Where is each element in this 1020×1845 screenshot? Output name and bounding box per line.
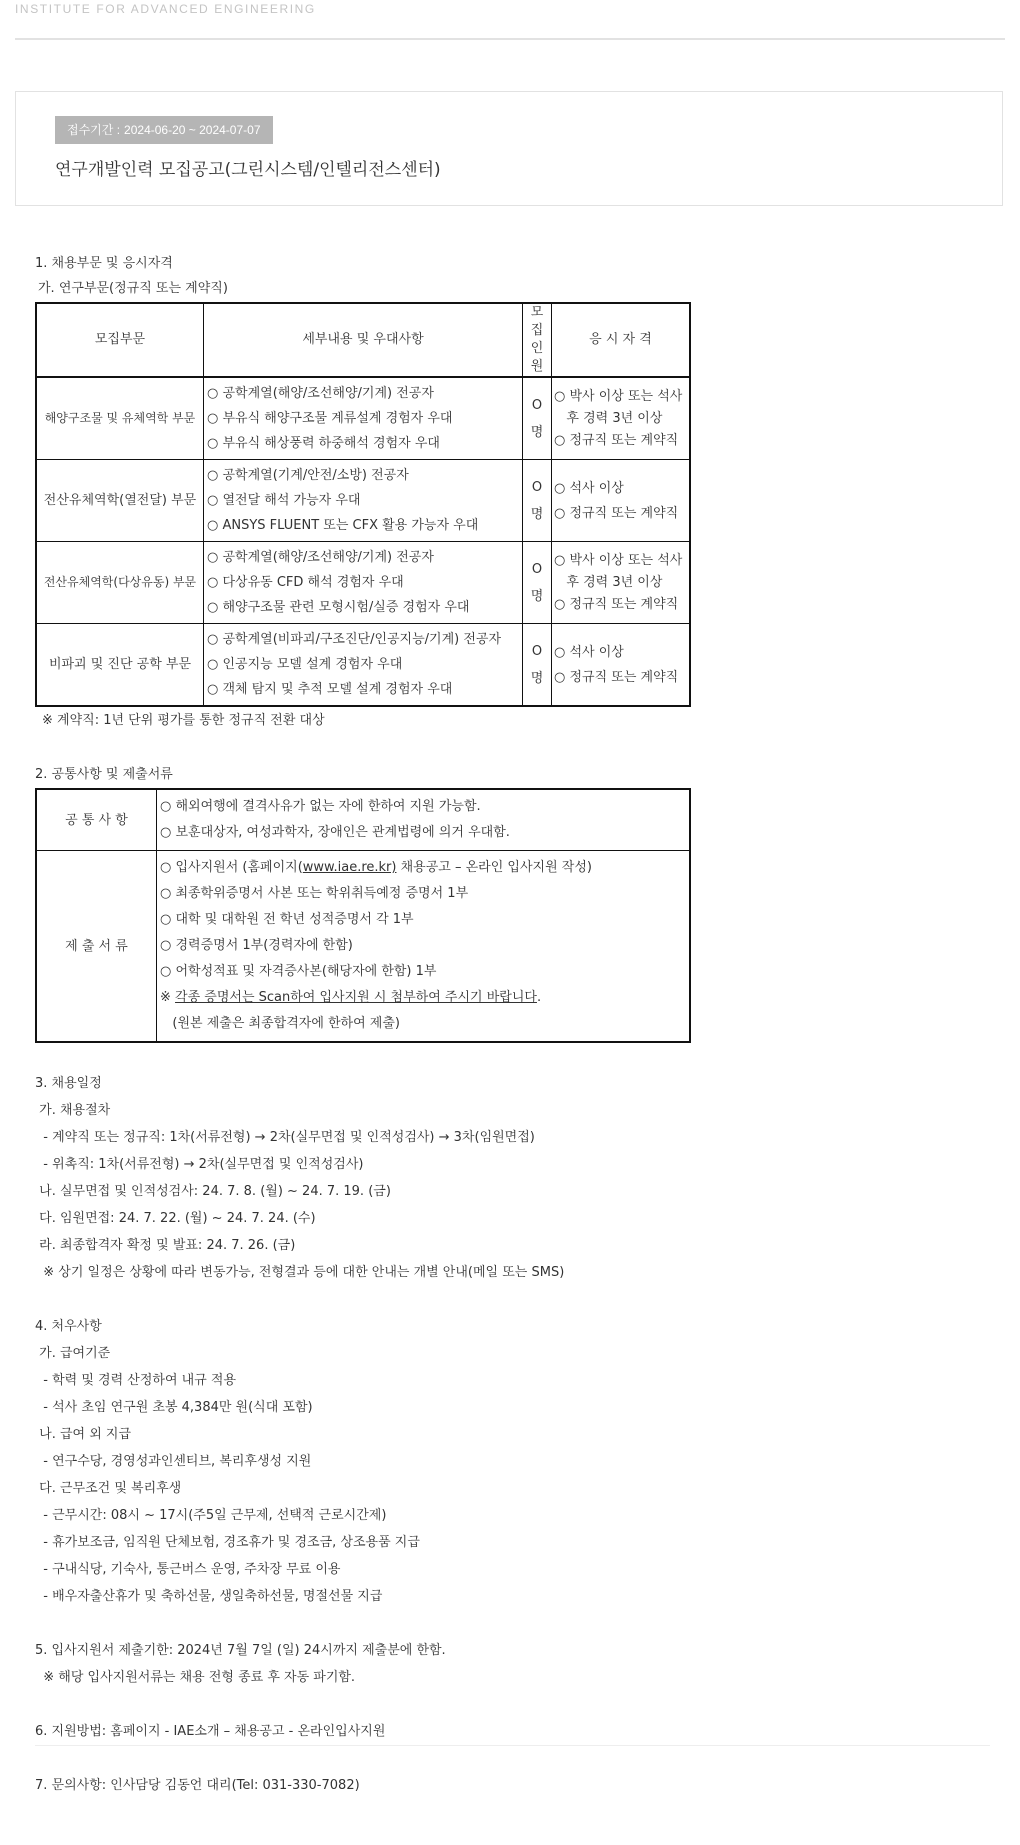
requirement-item: ○ 박사 이상 또는 석사	[554, 552, 683, 568]
row-requirements	[552, 542, 691, 624]
benefit-line: - 연구수당, 경영성과인센티브, 복리후생성 지원	[35, 1454, 312, 1469]
schedule-line: 나. 실무면접 및 인적성검사: 24. 7. 8. (월) ~ 24. 7. 19. (금)	[35, 1184, 391, 1199]
common-label: 공 통 사 항	[36, 789, 157, 851]
detail-item: ○ 공학계열(비파괴/구조진단/인공지능/기계) 전공자	[207, 632, 502, 647]
doc-item: ○ 최종학위증명서 사본 또는 학위취득예정 증명서 1부	[160, 886, 469, 901]
section7-heading: 7. 문의사항: 인사담당 김동언 대리(Tel: 031-330-7082)	[35, 1778, 360, 1793]
section5-note: ※ 해당 입사지원서류는 채용 전형 종료 후 자동 파기함.	[35, 1670, 356, 1685]
doc1-prefix: ○ 입사지원서 (홈페이지(	[160, 860, 303, 875]
spacer	[35, 1286, 990, 1313]
schedule-line: 다. 임원면접: 24. 7. 22. (월) ~ 24. 7. 24. (수)	[35, 1211, 316, 1226]
col-header-count	[523, 303, 552, 377]
contract-note: ※ 계약직: 1년 단위 평가를 통한 정규직 전환 대상	[42, 713, 325, 728]
row-category: 비파괴 및 진단 공학 부문	[36, 624, 204, 707]
detail-item: ○ 공학계열(기계/안전/소방) 전공자	[207, 468, 409, 483]
detail-item: ○ 부유식 해상풍력 하중해석 경험자 우대	[207, 436, 440, 451]
row-category: 전산유체역학(열전달) 부문	[36, 460, 204, 542]
notice-suffix: .	[536, 990, 542, 1005]
docs-items	[157, 851, 691, 1043]
notice-underlined: 각종 증명서는 Scan하여 입사지원 시 첨부하여 주시기 바랍니다	[175, 990, 537, 1005]
detail-item: ○ 열전달 해석 가능자 우대	[207, 493, 361, 508]
benefit-line: - 구내식당, 기숙사, 통근버스 운영, 주차장 무료 이용	[35, 1562, 341, 1577]
requirement-item: ○ 정규직 또는 계약직	[554, 596, 679, 612]
section6-heading: 6. 지원방법: 홈페이지 - IAE소개 – 채용공고 - 온라인입사지원	[35, 1724, 386, 1739]
schedule-line: 가. 채용절차	[35, 1103, 111, 1118]
detail-item: ○ 해양구조물 관련 모형시험/실증 경험자 우대	[207, 600, 470, 615]
table-row	[36, 542, 690, 624]
row-category: 전산유체역학(다상유동) 부문	[36, 542, 204, 624]
spacer	[35, 1691, 990, 1718]
col-header-category: 모집부문	[36, 303, 204, 377]
benefit-line: 가. 급여기준	[35, 1346, 111, 1361]
table-header-row	[36, 303, 690, 377]
spacer	[35, 1745, 990, 1772]
common-items	[157, 789, 691, 851]
table-row	[36, 789, 690, 851]
brand-name: INSTITUTE FOR ADVANCED ENGINEERING	[15, 2, 316, 16]
requirement-item: ○ 정규직 또는 계약직	[554, 669, 679, 685]
benefit-line: 나. 급여 외 지급	[35, 1427, 132, 1442]
table-row	[36, 851, 690, 1043]
row-requirements	[552, 460, 691, 542]
header-divider	[15, 38, 1005, 40]
schedule-line: 라. 최종합격자 확정 및 발표: 24. 7. 26. (금)	[35, 1238, 296, 1253]
row-category: 해양구조물 및 유체역학 부문	[36, 377, 204, 460]
period-badge	[55, 116, 273, 144]
doc-item: ○ 경력증명서 1부(경력자에 한함)	[160, 938, 353, 953]
section2-heading: 2. 공통사항 및 제출서류	[35, 767, 173, 782]
section3-heading: 3. 채용일정	[35, 1076, 102, 1091]
common-item: ○ 해외여행에 결격사유가 없는 자에 한하여 지원 가능함.	[160, 799, 481, 814]
requirement-item: 후 경력 3년 이상	[554, 574, 663, 590]
schedule-line: - 계약직 또는 정규직: 1차(서류전형) → 2차(실무면접 및 인적성검사) → 3차(임원면접)	[35, 1130, 535, 1145]
detail-item: ○ 인공지능 모델 설계 경험자 우대	[207, 657, 403, 672]
doc-item	[160, 855, 686, 881]
doc-item: ○ 대학 및 대학원 전 학년 성적증명서 각 1부	[160, 912, 414, 927]
table-row	[36, 624, 690, 707]
row-requirements	[552, 377, 691, 460]
row-details	[204, 624, 523, 707]
period-label: 접수기간 :	[67, 123, 121, 137]
doc-item: ○ 어학성적표 및 자격증사본(해당자에 한함) 1부	[160, 964, 437, 979]
spacer	[35, 734, 990, 761]
table-row	[36, 460, 690, 542]
requirement-item: ○ 석사 이상	[554, 480, 624, 496]
spacer	[35, 1610, 990, 1637]
row-details	[204, 377, 523, 460]
detail-item: ○ ANSYS FLUENT 또는 CFX 활용 가능자 우대	[207, 518, 479, 533]
col-header-details: 세부내용 및 우대사항	[204, 303, 523, 377]
row-count: O명	[523, 624, 552, 707]
common-item: ○ 보훈대상자, 여성과학자, 장애인은 관계법령에 의거 우대함.	[160, 825, 510, 840]
benefit-line: - 배우자출산휴가 및 축하선물, 생일축하선물, 명절선물 지급	[35, 1589, 383, 1604]
col-header-count-1: 모집	[530, 305, 544, 338]
section1-sub: 가. 연구부문(정규직 또는 계약직)	[38, 281, 228, 296]
row-count: O명	[523, 460, 552, 542]
section4-heading: 4. 처우사항	[35, 1319, 102, 1334]
detail-item: ○ 객체 탐지 및 추적 모델 설계 경험자 우대	[207, 682, 453, 697]
requirement-item: 후 경력 3년 이상	[554, 410, 663, 426]
detail-item: ○ 부유식 해양구조물 계류설계 경험자 우대	[207, 411, 453, 426]
recruitment-table	[35, 302, 691, 707]
requirement-item: ○ 정규직 또는 계약직	[554, 505, 679, 521]
detail-item: ○ 공학계열(해양/조선해양/기계) 전공자	[207, 550, 434, 565]
post-title: 연구개발인력 모집공고(그린시스템/인텔리전스센터)	[55, 160, 441, 180]
benefit-line: 다. 근무조건 및 복리후생	[35, 1481, 182, 1496]
detail-item: ○ 다상유동 CFD 해석 경험자 우대	[207, 575, 404, 590]
detail-item: ○ 공학계열(해양/조선해양/기계) 전공자	[207, 386, 434, 401]
notice-prefix: ※	[160, 990, 176, 1005]
row-count: O명	[523, 542, 552, 624]
row-requirements	[552, 624, 691, 707]
schedule-line: - 위촉직: 1차(서류전형) → 2차(실무면접 및 인적성검사)	[35, 1157, 364, 1172]
benefit-line: - 휴가보조금, 임직원 단체보험, 경조휴가 및 경조금, 상조용품 지급	[35, 1535, 420, 1550]
docs-label: 제 출 서 류	[36, 851, 157, 1043]
requirement-item: ○ 박사 이상 또는 석사	[554, 388, 683, 404]
col-header-requirements: 응 시 자 격	[552, 303, 691, 377]
section1-heading: 1. 채용부문 및 응시자격	[35, 256, 173, 271]
benefit-line: - 학력 및 경력 산정하여 내규 적용	[35, 1373, 237, 1388]
doc1-suffix: 채용공고 – 온라인 입사지원 작성)	[396, 860, 592, 875]
col-header-count-2: 인원	[530, 341, 544, 374]
schedule-line: ※ 상기 일정은 상황에 따라 변동가능, 전형결과 등에 대한 안내는 개별 안내(메일 또는 SMS)	[35, 1265, 565, 1280]
requirement-item: ○ 석사 이상	[554, 644, 624, 660]
period-value: 2024-06-20 ~ 2024-07-07	[124, 123, 261, 137]
row-details	[204, 542, 523, 624]
homepage-link[interactable]: www.iae.re.kr)	[302, 860, 397, 875]
row-count: O명	[523, 377, 552, 460]
requirement-item: ○ 정규직 또는 계약직	[554, 432, 679, 448]
section5-heading: 5. 입사지원서 제출기한: 2024년 7월 7일 (일) 24시까지 제출분에 한함.	[35, 1643, 446, 1658]
benefit-line: - 근무시간: 08시 ~ 17시(주5일 근무제, 선택적 근로시간제)	[35, 1508, 387, 1523]
benefit-line: - 석사 초임 연구원 초봉 4,384만 원(식대 포함)	[35, 1400, 313, 1415]
footer-divider	[35, 1745, 990, 1746]
post-content	[35, 250, 990, 1799]
post-header	[15, 91, 1003, 206]
common-docs-table	[35, 788, 691, 1043]
spacer	[35, 1043, 990, 1070]
table-row	[36, 377, 690, 460]
row-details	[204, 460, 523, 542]
notice-sub: (원본 제출은 최종합격자에 한하여 제출)	[160, 1016, 400, 1031]
scan-notice	[160, 985, 686, 1011]
